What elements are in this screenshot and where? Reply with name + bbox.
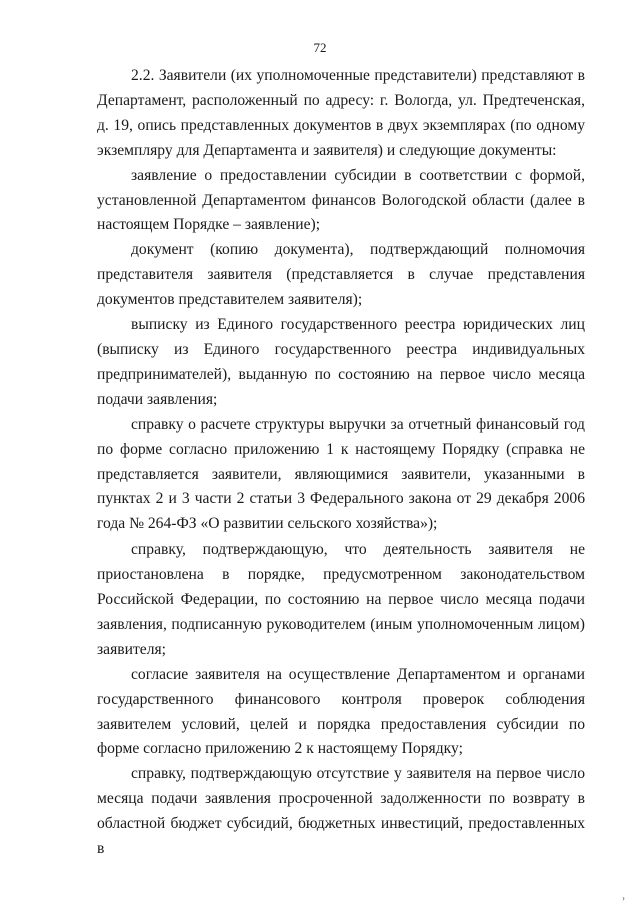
paragraph-no-overdue-debt: справку, подтверждающую отсутствие у заявителя на первое число месяца подачи заявления просроченной задолженности по возврату в областной бюджет субсидий, бюджетных инвестиций, предоставленных в [97, 765, 585, 858]
document-body [97, 64, 585, 862]
edge-mark: › [622, 893, 625, 903]
paragraph-revenue-structure: справку о расчете структуры выручки за отчетный финансовый год по форме согласно приложению 1 к настоящему Порядку (справка не представляется заявители, являющимися заявители, указанными в пунктах 2 и 3 части 2 статьи 3 Федерального закона от 29 декабря 2006 года № 264-ФЗ «О развитии сельского хозяйства»); [97, 415, 585, 533]
paragraph-registry-extract: выписку из Единого государственного реестра юридических лиц (выписку из Единого государственного реестра индивидуальных предпринимателей), выданную по состоянию на первое число месяца подачи заявления; [97, 316, 585, 408]
paragraph-application: заявление о предоставлении субсидии в соответствии с формой, установленной Департаментом финансов Вологодской области (далее в настоящем Порядке – заявление); [97, 166, 585, 234]
paragraph-activity-not-suspended: справку, подтверждающую, что деятельность заявителя не приостановлена в порядке, предусмотренном законодательством Российской Федерации, по состоянию на первое число месяца подачи заявления, подписанную руководителем (иным уполномоченным лицом) заявителя; [97, 541, 585, 658]
page-number: 72 [313, 40, 327, 55]
paragraph-authority-document: документ (копию документа), подтверждающий полномочия представителя заявителя (представляется в случае представления документов представителем заявителя); [97, 241, 585, 309]
paragraph-applicants-submit: 2.2. Заявители (их уполномоченные представители) представляют в Департамент, расположенный по адресу: г. Вологда, ул. Предтеченская, д. 19, опись представленных документов в двух экземплярах (по одному экземпляру для Департамента и заявителя) и следующие документы: [97, 67, 585, 159]
paragraph-consent-to-inspection: согласие заявителя на осуществление Департаментом и органами государственного финансового контроля проверок соблюдения заявителем условий, целей и порядка предоставления субсидии по форме согласно приложению 2 к настоящему Порядку; [97, 665, 585, 758]
